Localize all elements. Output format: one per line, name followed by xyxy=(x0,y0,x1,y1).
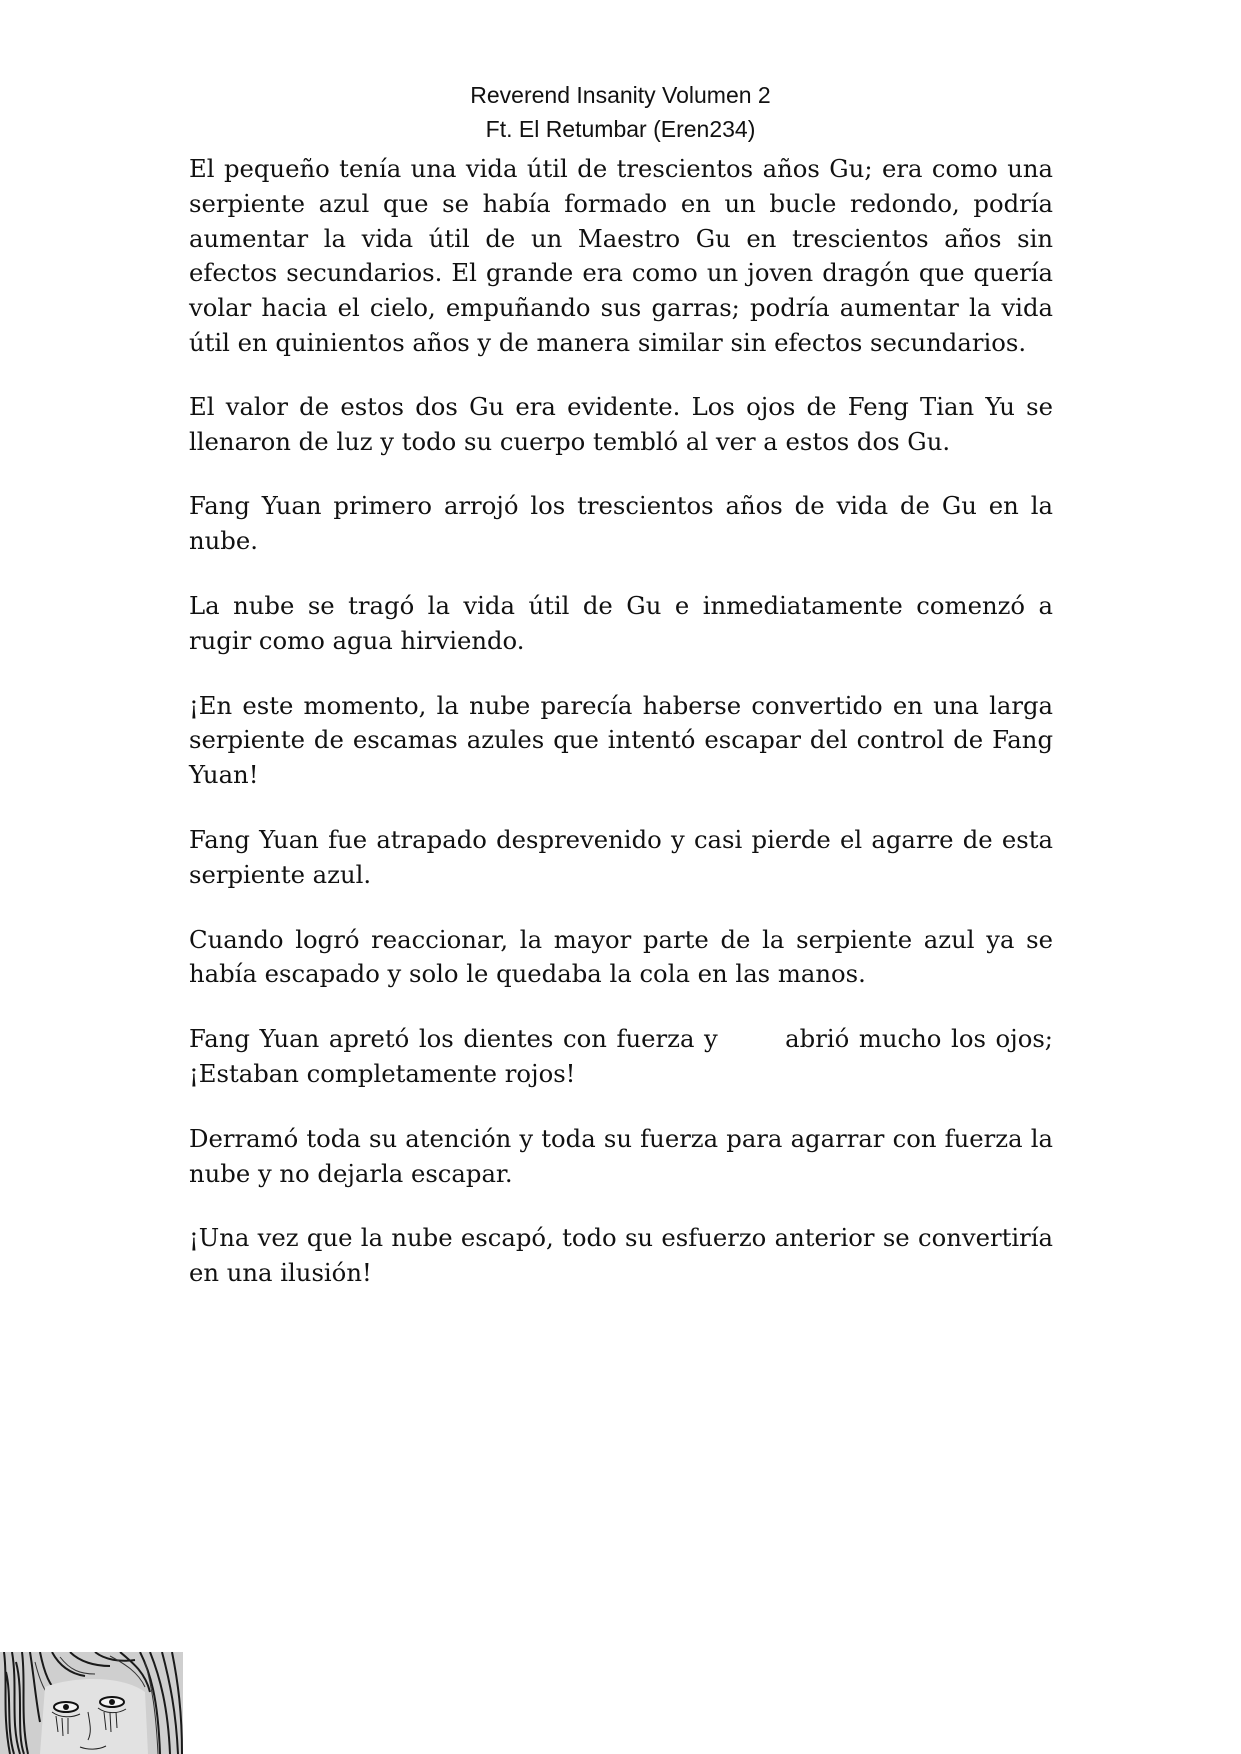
paragraph: ¡En este momento, la nube parecía haberse convertido en una larga serpiente de escamas azules que intentó escapar del control de Fang Yuan! xyxy=(189,690,1053,790)
paragraph: La nube se tragó la vida útil de Gu e inmediatamente comenzó a rugir como agua hirviendo. xyxy=(189,590,1053,655)
header-credit: Ft. El Retumbar (Eren234) xyxy=(485,116,756,142)
paragraph: ¡Una vez que la nube escapó, todo su esfuerzo anterior se convertiría en una ilusión! xyxy=(189,1223,1053,1288)
manga-character-face-illustration-icon xyxy=(0,1652,183,1754)
paragraph: Fang Yuan fue atrapado desprevenido y casi pierde el agarre de esta serpiente azul. xyxy=(189,824,1053,889)
paragraph: Cuando logró reaccionar, la mayor parte de la serpiente azul ya se había escapado y solo le quedaba la cola en las manos. xyxy=(189,924,1053,989)
paragraph: Derramó toda su atención y toda su fuerza para agarrar con fuerza la nube y no dejarla escapar. xyxy=(189,1123,1053,1188)
paragraph: El pequeño tenía una vida útil de trescientos años Gu; era como una serpiente azul que se había formado en un bucle redondo, podría aumentar la vida útil de un Maestro Gu en trescientos años sin efectos secundarios. El grande era como un joven dragón que quería volar hacia el cielo, empuñando sus garras; podría aumentar la vida útil en quinientos años y de manera similar sin efectos secundarios. xyxy=(189,154,1053,357)
paragraph: Fang Yuan primero arrojó los trescientos años de vida de Gu en la nube. xyxy=(189,491,1053,556)
paragraph: Fang Yuan apretó los dientes con fuerza y abrió mucho los ojos; ¡Estaban completamente rojos! xyxy=(189,1024,1061,1088)
body-text xyxy=(189,152,1061,1321)
header-title: Reverend Insanity Volumen 2 xyxy=(470,82,771,108)
page-header xyxy=(0,78,1241,146)
paragraph: El valor de estos dos Gu era evidente. Los ojos de Feng Tian Yu se llenaron de luz y todo su cuerpo tembló al ver a estos dos Gu. xyxy=(189,391,1053,456)
